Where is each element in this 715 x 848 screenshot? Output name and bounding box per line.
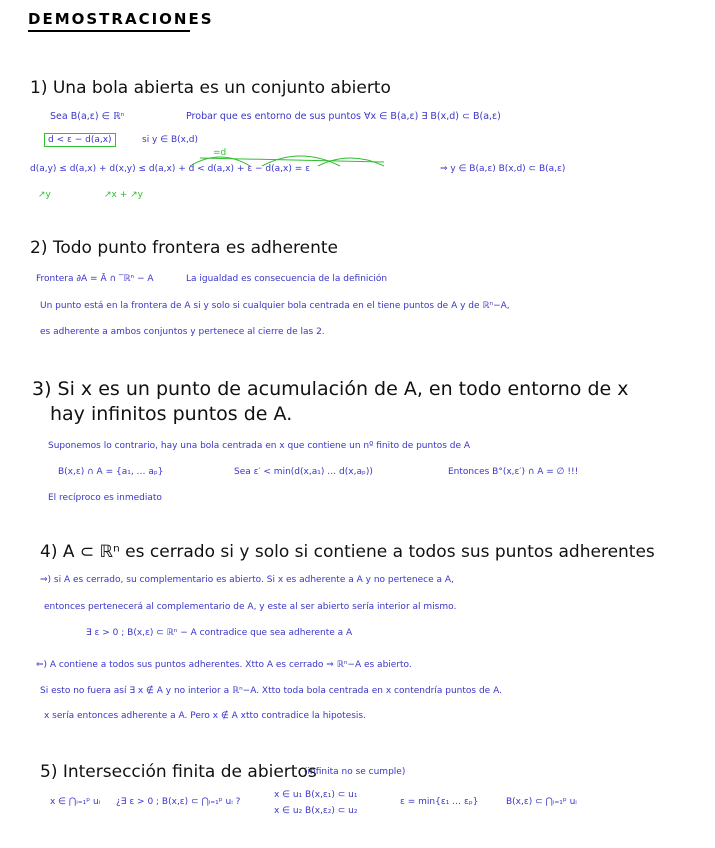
s2-heading: 2) Todo punto frontera es adherente [30,238,339,258]
s3-line1: Suponemos lo contrario, hay una bola centrada en x que contiene un nº finito de puntos de A [48,441,471,451]
s2-line1-a: Frontera ∂A = Ā ∩ ‾ℝⁿ − A [36,274,154,284]
page-title: DEMOSTRACIONES [28,10,214,28]
s5-heading-note: (infinita no se cumple) [304,767,406,777]
s1-arc-label: =d [213,148,227,158]
s5-formula-1: x ∈ ⋂ᵢ₌₁ᵖ uᵢ [50,797,101,807]
s3-line3: El recíproco es inmediato [48,493,162,503]
s1-inequality: d(a,y) ≤ d(a,x) + d(x,y) ≤ d(a,x) + d < d(a,x) + ε − d(a,x) = ε [30,164,310,174]
s4-heading: 4) A ⊂ ℝⁿ es cerrado si y solo si contiene a todos sus puntos adherentes [40,542,655,562]
s1-conclusion: ⇒ y ∈ B(a,ε) B(x,d) ⊂ B(a,ε) [440,164,566,174]
s3-line2-a: B(x,ε) ∩ A = {a₁, … aₚ} [58,467,164,477]
s1-box-note: si y ∈ B(x,d) [142,135,199,145]
s4-line2: entonces pertenecerá al complementario de A, y este al ser abierto sería interior al mismo. [44,602,457,612]
s1-boxed-condition: d < ε − d(a,x) [44,133,116,147]
s5-formula-3b: x ∈ u₂ B(x,ε₂) ⊂ u₂ [274,806,358,816]
s5-heading: 5) Intersección finita de abiertos [40,762,317,782]
s1-line1-a: Sea B(a,ε) ∈ ℝⁿ [50,111,125,122]
s4-line3: ∃ ε > 0 ; B(x,ε) ⊂ ℝⁿ − A contradice que sea adherente a A [86,628,353,638]
s5-formula-4: ε = min{ε₁ … εₚ} [400,797,479,807]
s4-line1: ⇒) si A es cerrado, su complementario es abierto. Si x es adherente a A y no pertenece a A, [40,575,454,585]
s2-line3: es adherente a ambos conjuntos y pertenece al cierre de las 2. [40,327,325,337]
s5-formula-5: B(x,ε) ⊂ ⋂ᵢ₌₁ᵖ uᵢ [506,797,577,807]
s1-line1-b: Probar que es entorno de sus puntos ∀x ∈ B(a,ε) ∃ B(x,d) ⊂ B(a,ε) [186,111,501,122]
s1-note-a: ↗y [38,190,51,200]
s3-line2-c: Entonces B°(x,ε′) ∩ A = ∅ !!! [448,467,579,477]
s2-line2: Un punto está en la frontera de A si y solo si cualquier bola centrada en el tiene puntos de A y de ℝⁿ−A, [40,301,510,311]
s5-formula-2: ¿∃ ε > 0 ; B(x,ε) ⊂ ⋂ᵢ₌₁ᵖ uᵢ ? [116,797,241,807]
s4-line6: x sería entonces adherente a A. Pero x ∉ A xtto contradice la hipotesis. [44,711,366,721]
s5-formula-3a: x ∈ u₁ B(x,ε₁) ⊂ u₁ [274,790,358,800]
s1-note-b: ↗x + ↗y [104,190,143,200]
s1-heading: 1) Una bola abierta es un conjunto abierto [30,78,391,98]
s2-line1-b: La igualdad es consecuencia de la definición [186,274,388,284]
s3-heading-line1: 3) Si x es un punto de acumulación de A, en todo entorno de x [32,378,629,400]
s3-heading-line2: hay infinitos puntos de A. [50,403,293,425]
s4-line4: ⇐) A contiene a todos sus puntos adherentes. Xtto A es cerrado ⇒ ℝⁿ−A es abierto. [36,660,412,670]
s4-line5: Si esto no fuera así ∃ x ∉ A y no interior a ℝⁿ−A. Xtto toda bola centrada en x contendría puntos de A. [40,686,502,696]
s3-line2-b: Sea ε′ < min(d(x,a₁) … d(x,aₚ)) [234,467,373,477]
